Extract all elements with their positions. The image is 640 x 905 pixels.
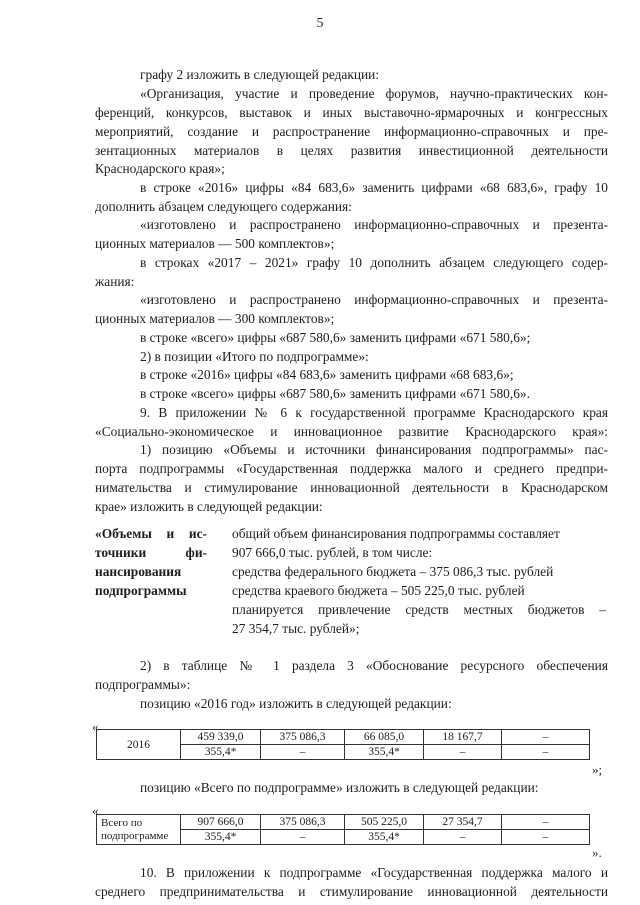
text-line: ционных материалов — 300 комплектов»; (95, 311, 335, 326)
text-line: мероприятий, создание и распространение информационно-справочных и пре- (95, 124, 608, 139)
table-cell: – (424, 830, 502, 845)
table-cell: – (261, 745, 345, 760)
text-line: среднего предпринимательства и стимулирование инновационной деятельности (95, 884, 608, 899)
text-line: в строке «всего» цифры «687 580,6» заменить цифрами «671 580,6»; (140, 330, 531, 345)
passport-value-line: планируется привлечение средств местных бюджетов – (232, 602, 606, 617)
table-cell: – (502, 730, 590, 745)
text-line: 2) в таблице № 1 раздела 3 «Обоснование ресурсного обеспечения (140, 658, 608, 673)
text-line: в строке «2016» цифры «84 683,6» заменить цифрами «68 683,6», графу 10 (140, 180, 608, 195)
passport-label-line: подпрограммы (95, 583, 187, 598)
table1-open-quote: « (92, 719, 99, 734)
text-line: порта подпрограммы «Государственная поддержка малого и среднего предпри- (95, 461, 608, 476)
text-line: нимательства и стимулирование инновационной деятельности в Краснодарском (95, 480, 608, 495)
table-cell: – (424, 745, 502, 760)
text-line: 1) позицию «Объемы и источники финансирования подпрограммы» пас- (140, 442, 608, 457)
passport-label-line: точники фи- (95, 545, 207, 560)
text-line: крае» изложить в следующей редакции: (95, 499, 323, 514)
text-line: «изготовлено и распространено информационно-справочных и презента- (140, 292, 608, 307)
text-line: зентационных материалов в целях развития инвестиционной деятельности (95, 143, 608, 158)
passport-value-line: средства краевого бюджета – 505 225,0 тыс. рублей (232, 583, 525, 598)
text-line: ционных материалов — 500 комплектов»; (95, 236, 335, 251)
text-line: Краснодарского края»; (95, 161, 225, 176)
passport-value-line: средства федерального бюджета – 375 086,3 тыс. рублей (232, 564, 554, 579)
table-row (97, 730, 590, 745)
table-cell: 505 225,0 (345, 815, 424, 830)
table-cell: – (502, 815, 590, 830)
text-line: «Социально-экономическое и инновационное развитие Краснодарского края»: (95, 424, 608, 439)
text-line: в строке «всего» цифры «687 580,6» заменить цифрами «671 580,6». (140, 386, 530, 401)
table-cell: 355,4* (181, 745, 261, 760)
table-cell: – (261, 830, 345, 845)
text-line: позицию «Всего по подпрограмме» изложить в следующей редакции: (140, 780, 539, 795)
page-number: 5 (316, 16, 324, 31)
passport-value-line: 27 354,7 тыс. рублей»; (232, 621, 360, 636)
table-cell: 375 086,3 (261, 815, 345, 830)
text-line: графу 2 изложить в следующей редакции: (140, 67, 380, 82)
table-cell: 355,4* (345, 830, 424, 845)
table2 (96, 814, 590, 845)
table-cell: 18 167,7 (424, 730, 502, 745)
text-line: позицию «2016 год» изложить в следующей редакции: (140, 696, 452, 711)
table1-row-label: 2016 (97, 730, 181, 760)
passport-label-line: нансирования (95, 564, 182, 579)
text-line: дополнить абзацем следующего содержания: (95, 199, 352, 214)
text-line: ференций, конкурсов, выставок и иных выставочно-ярмарочных и конгрессных (95, 105, 608, 120)
table-cell: – (502, 745, 590, 760)
text-line: «изготовлено и распространено информационно-справочных и презента- (140, 217, 608, 232)
table-cell: 375 086,3 (261, 730, 345, 745)
text-line: 2) в позиции «Итого по подпрограмме»: (140, 349, 369, 364)
text-line: подпрограммы»: (95, 677, 191, 692)
text-line: в строках «2017 – 2021» графу 10 дополнить абзацем следующего содер- (140, 255, 608, 270)
table1-close-quote: »; (592, 762, 603, 777)
text-line: в строке «2016» цифры «84 683,6» заменить цифрами «68 683,6»; (140, 367, 514, 382)
table-cell: 459 339,0 (181, 730, 261, 745)
table2-open-quote: « (92, 803, 99, 818)
table-row (97, 815, 590, 830)
text-line: 10. В приложении к подпрограмме «Государственная поддержка малого и (140, 865, 608, 880)
table-cell: 27 354,7 (424, 815, 502, 830)
table2-close-quote: ». (592, 845, 602, 860)
text-line: 9. В приложении № 6 к государственной программе Краснодарского края (140, 405, 608, 420)
table-cell: – (502, 830, 590, 845)
text-line: «Организация, участие и проведение форумов, научно-практических кон- (140, 86, 608, 101)
passport-label-line: «Объемы и ис- (95, 526, 207, 541)
table-cell: 355,4* (181, 830, 261, 845)
table-cell: 907 666,0 (181, 815, 261, 830)
table1 (96, 729, 590, 760)
table2-row-label: Всего по подпрограмме (97, 815, 181, 845)
table-cell: 355,4* (345, 745, 424, 760)
table-cell: 66 085,0 (345, 730, 424, 745)
text-line: жания: (95, 274, 135, 289)
passport-value-line: 907 666,0 тыс. рублей, в том числе: (232, 545, 433, 560)
passport-value-line: общий объем финансирования подпрограммы составляет (232, 526, 560, 541)
